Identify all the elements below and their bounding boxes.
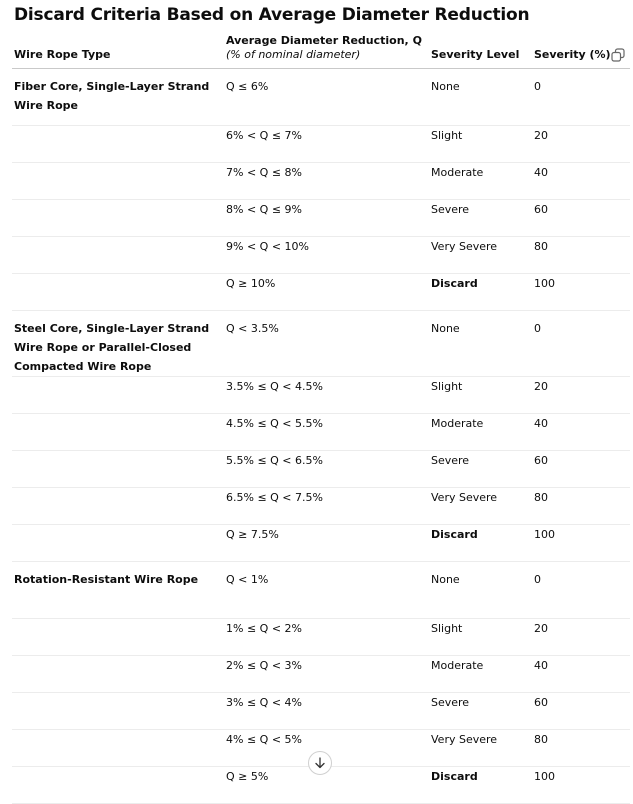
severity-percent-cell: 80: [532, 237, 630, 274]
page-title: Discard Criteria Based on Average Diameter Reduction: [14, 5, 530, 25]
header-severity-percent: Severity (%): [532, 30, 630, 69]
reduction-cell: 3.5% ≤ Q < 4.5%: [224, 377, 429, 414]
reduction-cell: 9% < Q < 10%: [224, 237, 429, 274]
reduction-cell: 7% < Q ≤ 8%: [224, 163, 429, 200]
table-row: [12, 451, 630, 488]
severity-level-cell: Very Severe: [429, 730, 532, 767]
severity-percent-cell: 80: [532, 488, 630, 525]
reduction-cell: Q ≥ 5%: [224, 767, 429, 804]
wire-rope-type-cell: [12, 200, 224, 237]
wire-rope-type-cell: [12, 525, 224, 562]
severity-level-cell: Severe: [429, 451, 532, 488]
severity-level-cell: Slight: [429, 126, 532, 163]
reduction-cell: 6% < Q ≤ 7%: [224, 126, 429, 163]
severity-percent-cell: 60: [532, 451, 630, 488]
reduction-cell: 2% ≤ Q < 3%: [224, 656, 429, 693]
wire-rope-type-cell: [12, 274, 224, 311]
severity-percent-cell: 100: [532, 274, 630, 311]
wire-rope-type-cell: [12, 656, 224, 693]
header-reduction-sub: (% of nominal diameter): [226, 48, 361, 61]
severity-level-cell: Moderate: [429, 656, 532, 693]
severity-level-cell: Discard: [429, 767, 532, 804]
wire-rope-type-cell: [12, 488, 224, 525]
wire-rope-type-cell: [12, 767, 224, 804]
severity-level-cell: Severe: [429, 693, 532, 730]
wire-rope-type-cell: [12, 693, 224, 730]
reduction-cell: Q < 3.5%: [224, 311, 429, 377]
table-row: [12, 126, 630, 163]
severity-percent-cell: 40: [532, 163, 630, 200]
arrow-down-icon: [314, 757, 326, 769]
severity-percent-cell: 60: [532, 200, 630, 237]
severity-percent-cell: 60: [532, 693, 630, 730]
table-row: [12, 274, 630, 311]
wire-rope-type-cell: [12, 451, 224, 488]
severity-level-cell: Severe: [429, 200, 532, 237]
severity-percent-cell: 40: [532, 414, 630, 451]
wire-rope-type-cell: Fiber Core, Single-Layer Strand Wire Rope: [12, 69, 224, 126]
wire-rope-type-cell: [12, 414, 224, 451]
wire-rope-type-cell: Steel Core, Single-Layer Strand Wire Rope or Parallel-Closed Compacted Wire Rope: [12, 311, 224, 377]
wire-rope-type-cell: [12, 619, 224, 656]
table-row: [12, 237, 630, 274]
table-row: [12, 693, 630, 730]
reduction-cell: Q ≤ 6%: [224, 69, 429, 126]
reduction-cell: 4.5% ≤ Q < 5.5%: [224, 414, 429, 451]
severity-level-cell: None: [429, 311, 532, 377]
reduction-cell: 1% ≤ Q < 2%: [224, 619, 429, 656]
reduction-cell: 6.5% ≤ Q < 7.5%: [224, 488, 429, 525]
wire-rope-type-cell: [12, 126, 224, 163]
reduction-cell: Q ≥ 10%: [224, 274, 429, 311]
header-wire-rope-type: Wire Rope Type: [12, 30, 224, 69]
severity-percent-cell: 40: [532, 656, 630, 693]
reduction-cell: 3% ≤ Q < 4%: [224, 693, 429, 730]
table-row: [12, 656, 630, 693]
table-row: [12, 525, 630, 562]
header-reduction-label: Average Diameter Reduction, Q: [226, 34, 422, 47]
wire-rope-type-cell: [12, 163, 224, 200]
header-severity-level: Severity Level: [429, 30, 532, 69]
severity-level-cell: Very Severe: [429, 488, 532, 525]
scroll-down-button[interactable]: [308, 751, 332, 775]
reduction-cell: Q < 1%: [224, 562, 429, 619]
severity-level-cell: Moderate: [429, 414, 532, 451]
wire-rope-type-cell: Rotation-Resistant Wire Rope: [12, 562, 224, 619]
severity-level-cell: Slight: [429, 619, 532, 656]
severity-percent-cell: 0: [532, 311, 630, 377]
severity-level-cell: Slight: [429, 377, 532, 414]
wire-rope-type-cell: [12, 237, 224, 274]
table-row: [12, 562, 630, 619]
table-row: [12, 69, 630, 126]
severity-percent-cell: 100: [532, 525, 630, 562]
severity-level-cell: None: [429, 69, 532, 126]
reduction-cell: 4% ≤ Q < 5%: [224, 730, 429, 767]
table-row: [12, 163, 630, 200]
severity-percent-cell: 80: [532, 730, 630, 767]
severity-level-cell: Very Severe: [429, 237, 532, 274]
discard-criteria-table: [12, 30, 630, 804]
wire-rope-type-cell: [12, 730, 224, 767]
table-row: [12, 200, 630, 237]
table-row: [12, 414, 630, 451]
severity-level-cell: Moderate: [429, 163, 532, 200]
table-row: [12, 377, 630, 414]
severity-level-cell: Discard: [429, 525, 532, 562]
severity-level-cell: Discard: [429, 274, 532, 311]
table-row: [12, 311, 630, 377]
wire-rope-type-cell: [12, 377, 224, 414]
severity-percent-cell: 20: [532, 377, 630, 414]
severity-percent-cell: 20: [532, 619, 630, 656]
severity-percent-cell: 100: [532, 767, 630, 804]
copy-icon[interactable]: [611, 48, 625, 62]
reduction-cell: 5.5% ≤ Q < 6.5%: [224, 451, 429, 488]
severity-percent-cell: 20: [532, 126, 630, 163]
severity-level-cell: None: [429, 562, 532, 619]
severity-percent-cell: 0: [532, 562, 630, 619]
header-average-diameter-reduction: [224, 30, 429, 69]
table-header-row: [12, 30, 630, 69]
reduction-cell: 8% < Q ≤ 9%: [224, 200, 429, 237]
table-row: [12, 488, 630, 525]
table-row: [12, 619, 630, 656]
severity-percent-cell: 0: [532, 69, 630, 126]
reduction-cell: Q ≥ 7.5%: [224, 525, 429, 562]
